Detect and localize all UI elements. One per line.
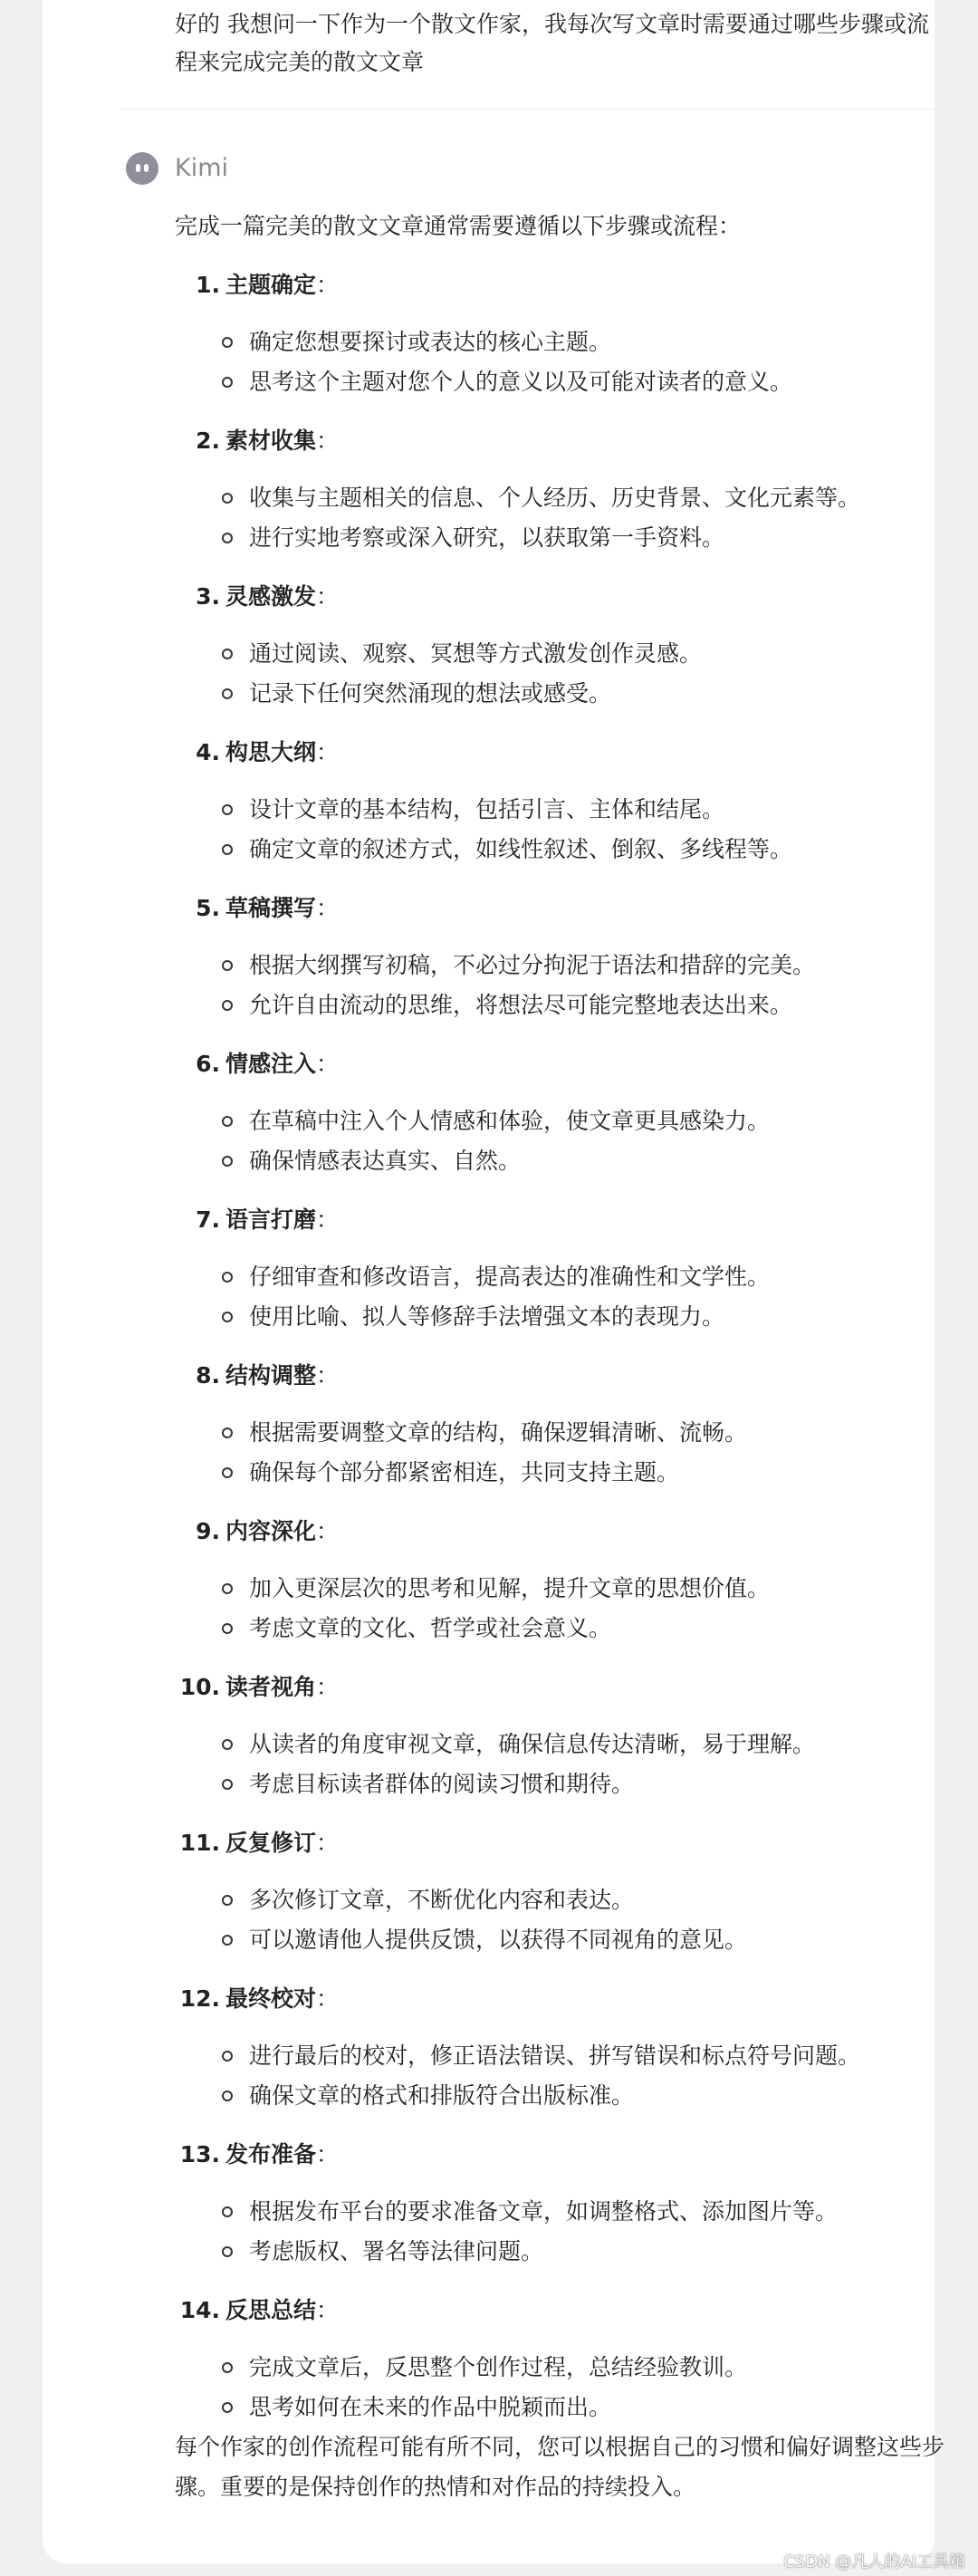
bullet-item (175, 1297, 944, 1337)
step-item (175, 1823, 944, 1960)
step-heading (175, 1044, 944, 1084)
answer-outro: 每个作家的创作流程可能有所不同，您可以根据自己的习惯和偏好调整这些步骤。重要的是保持创作的热情和对作品的持续投入。 (175, 2434, 945, 2500)
step-title: 构思大纲 (225, 739, 317, 765)
step-bullet-list (175, 1257, 944, 1337)
bullet-text: 考虑目标读者群体的阅读习惯和期待。 (249, 1771, 635, 1797)
step-number: 7. (196, 1206, 220, 1233)
step-bullet-list (175, 1413, 944, 1493)
step-colon: ： (316, 2297, 340, 2323)
step-item (175, 1668, 944, 1804)
answer-intro: 完成一篇完美的散文文章通常需要遵循以下步骤或流程： (175, 213, 742, 239)
hollow-bullet-icon (222, 2091, 233, 2101)
step-item (175, 577, 944, 714)
avatar-right-eye (144, 164, 149, 172)
bullet-text: 思考这个主题对您个人的意义以及可能对读者的意义。 (249, 369, 793, 395)
step-title: 素材收集 (225, 428, 317, 454)
step-item (175, 889, 944, 1025)
step-bullet-list (175, 1880, 944, 1960)
step-colon: ： (316, 1674, 340, 1700)
bullet-text: 收集与主题相关的信息、个人经历、历史背景、文化元素等。 (249, 485, 861, 511)
step-title: 反复修订 (225, 1830, 317, 1856)
step-heading (175, 733, 944, 773)
bullet-text: 可以邀请他人提供反馈，以获得不同视角的意见。 (249, 1927, 748, 1953)
step-bullet-list (175, 2036, 944, 2116)
step-number: 1. (196, 272, 220, 298)
bullet-text: 根据需要调整文章的结构，确保逻辑清晰、流畅。 (249, 1419, 748, 1446)
bullet-text: 多次修订文章，不断优化内容和表达。 (249, 1887, 635, 1913)
step-heading (175, 1356, 944, 1396)
hollow-bullet-icon (222, 493, 233, 504)
step-heading (175, 1668, 944, 1707)
step-colon: ： (316, 1206, 340, 1233)
bullet-item (175, 478, 944, 518)
step-item (175, 1979, 944, 2116)
step-number: 2. (196, 428, 220, 454)
bullet-text: 根据发布平台的要求准备文章，如调整格式、添加图片等。 (249, 2198, 839, 2225)
hollow-bullet-icon (222, 337, 233, 348)
bullet-text: 确保文章的格式和排版符合出版标准。 (249, 2082, 635, 2109)
bullet-item (175, 634, 944, 674)
hollow-bullet-icon (222, 960, 233, 971)
hollow-bullet-icon (222, 1467, 233, 1478)
bullet-item (175, 1725, 944, 1764)
step-colon: ： (316, 428, 340, 454)
bullet-item (175, 1764, 944, 1804)
step-title: 读者视角 (225, 1674, 317, 1700)
hollow-bullet-icon (222, 1272, 233, 1283)
bullet-item (175, 985, 944, 1025)
step-heading (175, 1979, 944, 2019)
bullet-text: 考虑版权、署名等法律问题。 (249, 2238, 544, 2264)
step-item (175, 1356, 944, 1493)
user-message: 好的 我想问一下作为一个散文作家，我每次写文章时需要通过哪些步骤或流程来完成完美的散文文章 (175, 11, 929, 75)
step-bullet-list (175, 2192, 944, 2272)
bullet-item (175, 1101, 944, 1141)
bullet-text: 通过阅读、观察、冥想等方式激发创作灵感。 (249, 640, 703, 667)
hollow-bullet-icon (222, 2051, 233, 2062)
step-heading (175, 1512, 944, 1552)
kimi-avatar-icon (126, 152, 158, 185)
bullet-text: 在草稿中注入个人情感和体验，使文章更具感染力。 (249, 1108, 771, 1134)
hollow-bullet-icon (222, 1116, 233, 1127)
hollow-bullet-icon (222, 533, 233, 543)
step-title: 灵感激发 (225, 583, 317, 610)
step-number: 5. (196, 895, 220, 921)
hollow-bullet-icon (222, 1739, 233, 1750)
bullet-item (175, 674, 944, 714)
bullet-text: 完成文章后，反思整个创作过程，总结经验教训。 (249, 2354, 748, 2380)
hollow-bullet-icon (222, 1156, 233, 1167)
bullet-item (175, 790, 944, 830)
bullet-item (175, 1920, 944, 1960)
hollow-bullet-icon (222, 2206, 233, 2217)
hollow-bullet-icon (222, 2402, 233, 2413)
step-heading (175, 577, 944, 617)
step-colon: ： (316, 739, 340, 765)
hollow-bullet-icon (222, 649, 233, 659)
step-heading (175, 889, 944, 928)
step-item (175, 733, 944, 870)
step-title: 情感注入 (225, 1051, 317, 1077)
step-colon: ： (316, 2141, 340, 2167)
step-colon: ： (316, 895, 340, 921)
bot-name: Kimi (175, 154, 229, 182)
hollow-bullet-icon (222, 1427, 233, 1438)
step-number: 11. (179, 1830, 220, 1856)
bullet-text: 记录下任何突然涌现的想法或感受。 (249, 680, 612, 706)
hollow-bullet-icon (222, 804, 233, 815)
bullet-item (175, 1569, 944, 1609)
bullet-item (175, 2388, 944, 2427)
step-colon: ： (316, 1985, 340, 2012)
step-bullet-list (175, 1569, 944, 1648)
bullet-text: 仔细审查和修改语言，提高表达的准确性和文学性。 (249, 1264, 771, 1290)
step-item (175, 1512, 944, 1648)
step-heading (175, 421, 944, 461)
bullet-text: 设计文章的基本结构，包括引言、主体和结尾。 (249, 796, 725, 822)
step-title: 发布准备 (225, 2141, 317, 2167)
step-title: 语言打磨 (225, 1206, 317, 1233)
step-title: 草稿撰写 (225, 895, 317, 921)
step-bullet-list (175, 478, 944, 558)
step-colon: ： (316, 1518, 340, 1544)
message-divider (122, 109, 941, 110)
step-colon: ： (316, 1051, 340, 1077)
step-item (175, 1044, 944, 1181)
step-bullet-list (175, 2348, 944, 2427)
step-heading (175, 265, 944, 305)
bullet-text: 思考如何在未来的作品中脱颖而出。 (249, 2394, 612, 2420)
bullet-item (175, 1141, 944, 1181)
bullet-item (175, 518, 944, 558)
step-colon: ： (316, 1362, 340, 1389)
step-number: 3. (196, 583, 220, 610)
step-bullet-list (175, 1101, 944, 1181)
bullet-item (175, 1880, 944, 1920)
hollow-bullet-icon (222, 2246, 233, 2257)
step-item (175, 1200, 944, 1337)
step-colon: ： (316, 1830, 340, 1856)
step-bullet-list (175, 946, 944, 1025)
hollow-bullet-icon (222, 688, 233, 699)
answer-content (175, 207, 944, 2507)
hollow-bullet-icon (222, 1000, 233, 1011)
step-number: 8. (196, 1362, 220, 1389)
step-title: 内容深化 (225, 1518, 317, 1544)
step-heading (175, 1200, 944, 1240)
watermark: CSDN @凡人的AI工具箱 (783, 2552, 965, 2571)
hollow-bullet-icon (222, 844, 233, 855)
bullet-text: 加入更深层次的思考和见解，提升文章的思想价值。 (249, 1575, 771, 1601)
step-item (175, 2291, 944, 2427)
bullet-text: 确定您想要探讨或表达的核心主题。 (249, 329, 612, 355)
bullet-text: 进行最后的校对，修正语法错误、拼写错误和标点符号问题。 (249, 2043, 861, 2069)
bullet-text: 确定文章的叙述方式，如线性叙述、倒叙、多线程等。 (249, 836, 793, 862)
bullet-text: 进行实地考察或深入研究，以获取第一手资料。 (249, 524, 725, 551)
bullet-text: 确保每个部分都紧密相连，共同支持主题。 (249, 1459, 680, 1485)
step-item (175, 421, 944, 558)
bullet-item (175, 830, 944, 870)
step-title: 主题确定 (225, 272, 317, 298)
hollow-bullet-icon (222, 1935, 233, 1946)
hollow-bullet-icon (222, 1312, 233, 1322)
step-title: 最终校对 (225, 1985, 317, 2012)
step-bullet-list (175, 1725, 944, 1804)
bullet-item (175, 322, 944, 362)
bullet-item (175, 2348, 944, 2388)
bullet-item (175, 362, 944, 402)
step-number: 9. (196, 1518, 220, 1544)
step-title: 反思总结 (225, 2297, 317, 2323)
step-number: 4. (196, 739, 220, 765)
bullet-item (175, 2232, 944, 2272)
step-item (175, 2135, 944, 2272)
step-bullet-list (175, 634, 944, 714)
hollow-bullet-icon (222, 1895, 233, 1906)
hollow-bullet-icon (222, 2362, 233, 2373)
bullet-item (175, 2076, 944, 2116)
step-colon: ： (316, 272, 340, 298)
step-number: 14. (179, 2297, 220, 2323)
avatar-left-eye (136, 164, 140, 172)
step-number: 6. (196, 1051, 220, 1077)
hollow-bullet-icon (222, 1779, 233, 1790)
step-heading (175, 2291, 944, 2331)
steps-list (175, 265, 944, 2427)
step-heading (175, 2135, 944, 2175)
bullet-item (175, 946, 944, 985)
bullet-text: 考虑文章的文化、哲学或社会意义。 (249, 1615, 612, 1641)
hollow-bullet-icon (222, 1623, 233, 1634)
bullet-text: 确保情感表达真实、自然。 (249, 1148, 522, 1174)
bullet-item (175, 1609, 944, 1648)
step-item (175, 265, 944, 402)
bullet-text: 从读者的角度审视文章，确保信息传达清晰，易于理解。 (249, 1731, 816, 1757)
step-bullet-list (175, 790, 944, 870)
bullet-text: 允许自由流动的思维，将想法尽可能完整地表达出来。 (249, 992, 793, 1018)
step-title: 结构调整 (225, 1362, 317, 1389)
hollow-bullet-icon (222, 377, 233, 388)
bullet-text: 根据大纲撰写初稿，不必过分拘泥于语法和措辞的完美。 (249, 952, 816, 978)
step-number: 13. (179, 2141, 220, 2167)
step-colon: ： (316, 583, 340, 610)
step-bullet-list (175, 322, 944, 402)
step-number: 10. (179, 1674, 220, 1700)
bullet-item (175, 2192, 944, 2232)
bullet-item (175, 1413, 944, 1453)
bullet-item (175, 1257, 944, 1297)
hollow-bullet-icon (222, 1583, 233, 1594)
bullet-text: 使用比喻、拟人等修辞手法增强文本的表现力。 (249, 1303, 725, 1330)
bullet-item (175, 1453, 944, 1493)
step-heading (175, 1823, 944, 1863)
step-number: 12. (179, 1985, 220, 2012)
bullet-item (175, 2036, 944, 2076)
